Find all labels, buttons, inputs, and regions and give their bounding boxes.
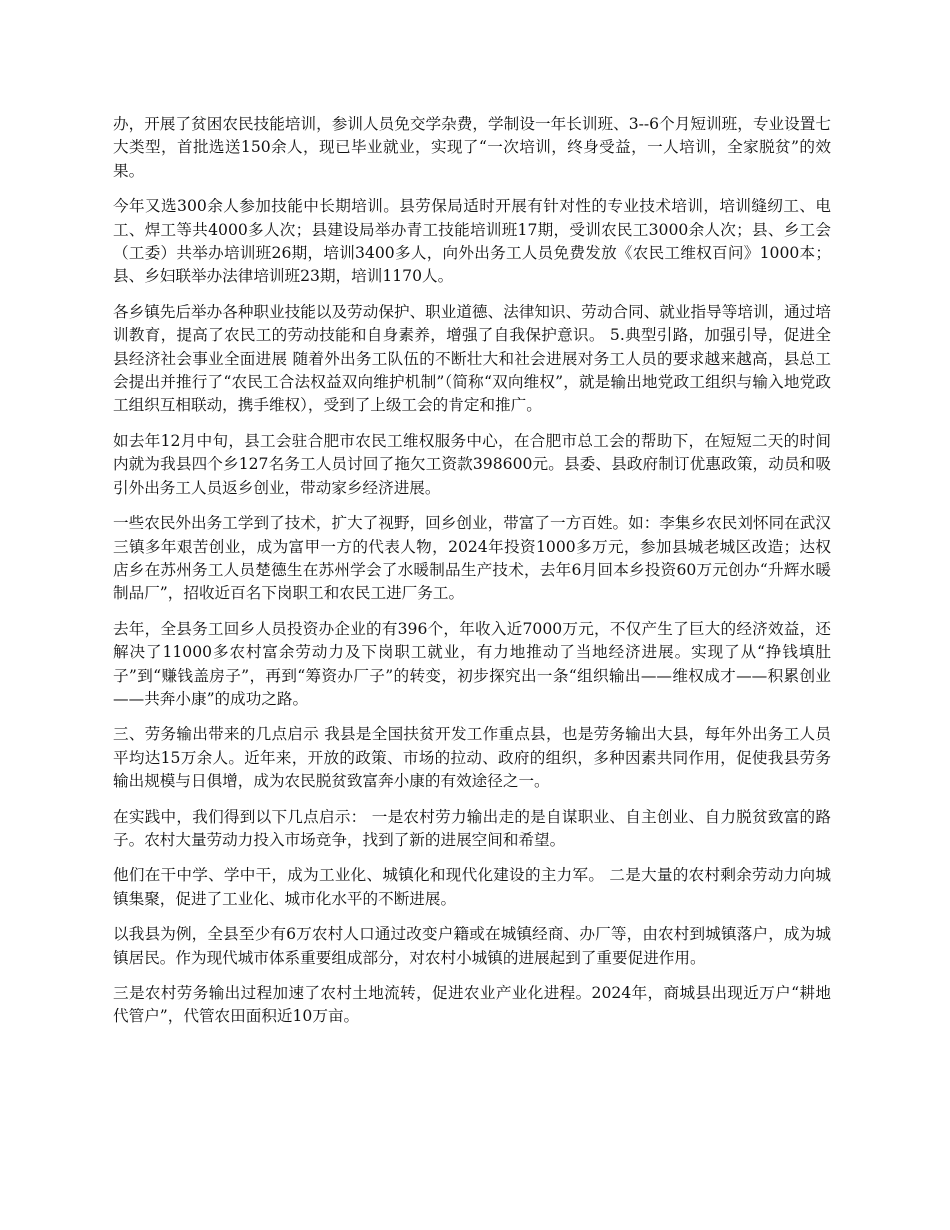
document-page [113,113,831,1041]
paragraph-4: 如去年12月中旬，县工会驻合肥市农民工维权服务中心，在合肥市总工会的帮助下，在短短二天的时间内就为我县四个乡127名务工人员讨回了拖欠工资款398600元。县委、县政府制订优惠政策，动员和吸引外出务工人员返乡创业，带动家乡经济进展。 [113,431,831,497]
paragraph-8: 在实践中，我们得到以下几点启示： 一是农村劳力输出走的是自谋职业、自主创业、自力脱贫致富的路子。农村大量劳动力投入市场竞争，找到了新的进展空间和希望。 [113,807,831,849]
paragraph-1: 办，开展了贫困农民技能培训，参训人员免交学杂费，学制设一年长训班、3--6个月短训班，专业设置七大类型，首批选送150余人，现已毕业就业，实现了“一次培训，终身受益，一人培训，全家脱贫”的效果。 [113,115,831,180]
paragraph-11: 三是农村劳务输出过程加速了农村土地流转，促进农业产业化进程。2024年，商城县出现近万户“耕地代管户”，代管农田面积近10万亩。 [113,984,831,1026]
paragraph-6: 去年，全县务工回乡人员投资办企业的有396个，年收入近7000万元，不仅产生了巨大的经济效益，还解决了11000多农村富余劳动力及下岗职工就业，有力地推动了当地经济进展。实现了从“挣钱填肚子”到“赚钱盖房子”，再到“筹资办厂子”的转变，初步探究出一条“组织输出——维权成才——积累创业——共奔小康”的成功之路。 [113,619,831,708]
paragraph-10: 以我县为例，全县至少有6万农村人口通过改变户籍或在城镇经商、办厂等，由农村到城镇落户，成为城镇居民。作为现代城市体系重要组成部分，对农村小城镇的进展起到了重要促进作用。 [113,925,832,967]
paragraph-3: 各乡镇先后举办各种职业技能以及劳动保护、职业道德、法律知识、劳动合同、就业指导等培训，通过培训教育，提高了农民工的劳动技能和自身素养，增强了自我保护意识。 5.典型引路，加强引导，促进全县经济社会事业全面进展 随着外出务工队伍的不断壮大和社会进展对务工人员的要求越来越高，县总工会提出并推行了“农民工合法权益双向维护机制”（简称“双向维权”，就是输出地党政工组织与输入地党政工组织互相联动，携手维权），受到了上级工会的肯定和推广。 [113,302,831,415]
paragraph-9: 他们在干中学、学中干，成为工业化、城镇化和现代化建设的主力军。 二是大量的农村剩余劳动力向城镇集聚，促进了工业化、城市化水平的不断进展。 [113,866,831,908]
paragraph-2: 今年又选300余人参加技能中长期培训。县劳保局适时开展有针对性的专业技术培训，培训缝纫工、电工、焊工等共4000多人次；县建设局举办青工技能培训班17期，受训农民工3000余人次；县、乡工会（工委）共举办培训班26期，培训3400多人，向外出务工人员免费发放《农民工维权百问》1000本；县、乡妇联举办法律培训班23期，培训1170人。 [113,197,831,286]
paragraph-7: 三、劳务输出带来的几点启示 我县是全国扶贫开发工作重点县，也是劳务输出大县，每年外出务工人员平均达15万余人。近年来，开放的政策、市场的拉动、政府的组织，多种因素共同作用，促使我县劳务输出规模与日俱增，成为农民脱贫致富奔小康的有效途径之一。 [113,725,831,791]
paragraph-5: 一些农民外出务工学到了技术，扩大了视野，回乡创业，带富了一方百姓。如：李集乡农民刘怀同在武汉三镇多年艰苦创业，成为富甲一方的代表人物，2024年投资1000多万元，参加县城老城区改造；达权店乡在苏州务工人员楚德生在苏州学会了水暖制品生产技术，去年6月回本乡投资60万元创办“升辉水暖制品厂”，招收近百名下岗职工和农民工进厂务工。 [113,514,831,603]
